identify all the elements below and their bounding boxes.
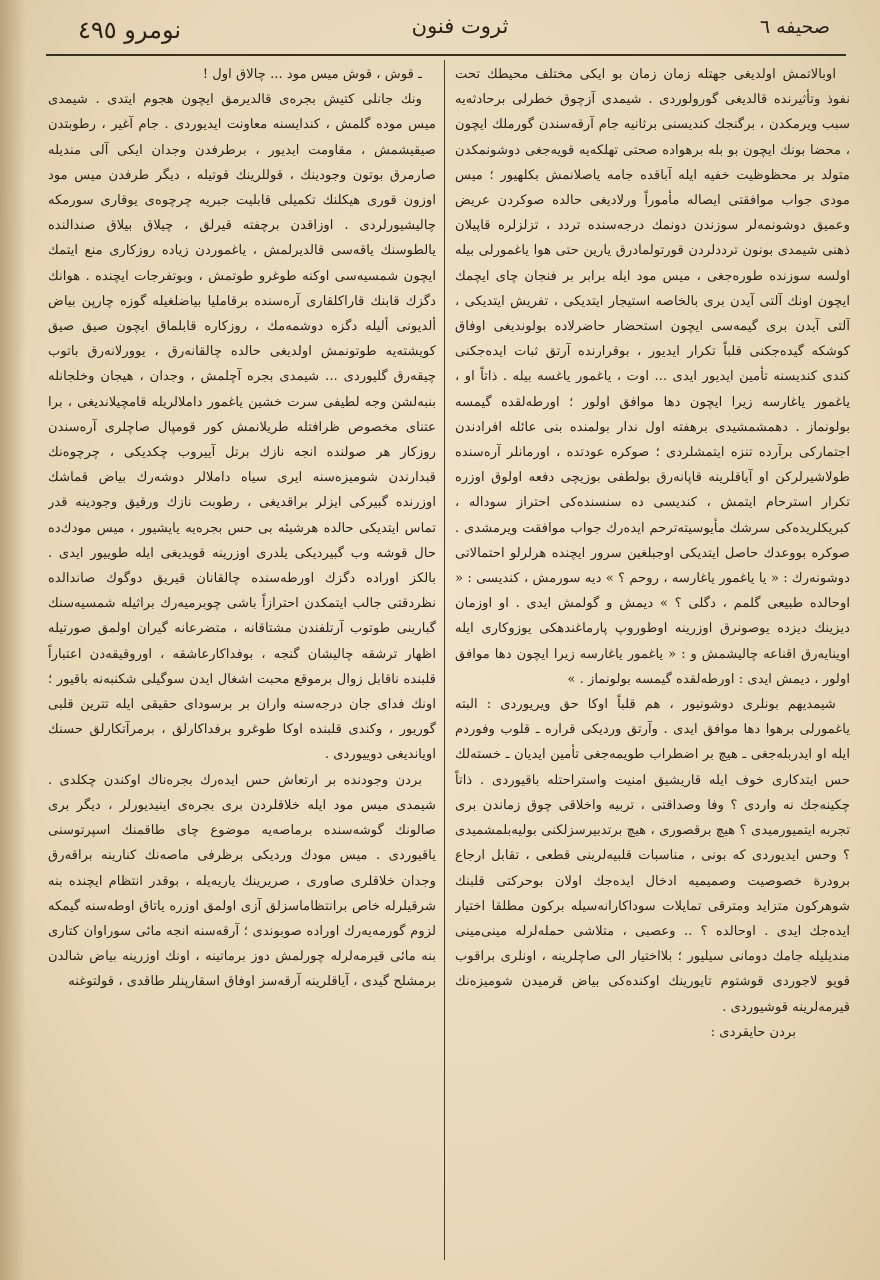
paragraph: اوبالاتمش اولدیغی جهتله زمان زمان بو ایکی مختلف محیطك تحت نفوذ وتأثیرنده قالدیغی گورولوردی . شیمدی آزچوق خطرلی برحادثه‌یه سبب ویرمکدن ، برگنجك کندیسنی برثانیه جام آرقه‌سندن گورملك ایچون ، محضا بونك ایچون بو بله برهواده صحتی تهلکه‌یه قویه‌جغی دوشونمکدن متولد بر محظوظیت خفیه ایله آباقده جامه یاصلانمش بکلهیور ؛ میس مودی جواب موافقتی ایصاله مأموراً ورلادیغی حالده صوکردن عریض وعمیق دوشونمه‌لر سوزندن دونمك درجه‌سنده تردد ، تزلزلره قاپیلان ذهنی شیمدی بونون ترددلردن قورتولمادرق یارین حتی هوا یاغمورلی بیله اولسه سوزنده طوره‌جغی ، میس مود ایله برابر بر فنجان چای ایچمك ایچون اونك آلتی آیدن بری بالخاصه استیجار ایتدیکی ، تفریش ایتدیکی ، آلتی آیدن بری گیمه‌سی ایچون استحضار حاضرلاده بولوندیغی اوفاق کوشکه گیده‌جکنی قلباً تکرار ایدیور ، بوقرارنده آرتق ثبات ایده‌جکنی کندی کندیسنه تأمین ایدیور ایدی ... اوت ، یاغمور یاغسه بیله . ذاتاً او ، یاغمور یاغارسه زیرا ایچون دها موافق اولور ؛ اورطه‌لقده گیمسه بولونماز . دهمشمشیدی برهفته اول ندار بولمنده بنی عائله افرادندن اجتمارکی برآرده تنزه ایتمشلردی ؛ صوکره عودتده ، اورمانلر آره‌سنده طولاشیرلرکن او آیاقلرینه قاپانه‌رق بولطفی بوزیچی دفعه اولوق اوزره تکرار استرحام ایتمش ، کندیسی ده سنسنده‌کی احتراز سوداله ، کبریکلریده‌کی سرشك مأیوسیته‌ترحم ایده‌رك جواب موافقت ویرمشدی . صوکره بووعدك حاصل ایتدیکی اوجبلغین سرور ایچنده هرلرلو احتمالاتی دوشونه‌رك : « یا یاغمور یاغارسه ، روحم ؟ » دیه سورمش ، کندیسی : « اوحالده طبیعی گلمم ، دگلی ؟ » دیمش و گولمش ایدی . او اوزمان دیزینك دیزده یوصو‌نرق اوزرینه اوطوروپ پارماغندهکی یوزوکاری ایله اوینایه‌رق اقناعه چالیشمش و : « یاغمور یاغارسه زیرا ایچون دها موافق اولور ، دیمش ایدی : اورطه‌لقده گیمسه بولونماز . » [455, 67, 850, 687]
paragraph: شیمدیهم بونلری دوشونیور ، هم قلباً اوکا حق ویریوردی : البته یاغمورلی برهوا دها موافق ایدی . وآرتق وردیکی قراره ـ قلوب وفوردم ایله او ایدربله‌جغی ـ هیچ بر اضطراب طویمه‌جغی تأمین ایدیان ـ خسته‌لك حس ایتدکاری خوف ایله قاریشیق امنیت واستراحتله باقیوردی . ذاتاً چکینه‌جك نه واردی ؟ وفا وصداقتی ، تربیه واخلاقی چوق زماندن بری تجربه ایتمیورمیدی ؟ هیچ برقصوری ، هیچ برتدبیرسزلکنی بولیه‌بلمشمیدی ؟ وحس ایدیوردی که بونی ، مناسبات قلبیه‌لرینی قطعی ، تقابل ارجاع برودرة خصوصیت وصمیمیه ادخال ایده‌جك اولان بوحرکتی قلبنك شوهرکون متزاید ومترقی تمایلات سوداکارانه‌سیله برکون مطلقا اختیار ایده‌جك ایدی . اوحالده ؟ .. وعصبی ، متلاشی حمله‌لرله مینی‌مینی مندیلیله جامك دومانی سیلیور ؛ بلااختیار الی صاچلرینه ، اونلری براقوب قویو لاجوردی قوشتوم تایورینك اوکنده‌کی بیاض قرمیدن شومیزه‌نك قیرمه‌لرینه قوشیوردی . [455, 697, 850, 1015]
closing-line: بردن حایقردی : [710, 1024, 796, 1040]
page-number: صحیفه ٦ [759, 16, 830, 38]
column-divider [444, 60, 445, 1260]
right-text-column [455, 62, 850, 1252]
left-text-column [48, 62, 436, 1252]
paragraph: ونك جانلی کتیش بجره‌ی قالدیرمق ایچون هجوم ایتدی . شیمدی میس موده گلمش ، کندایسنه معاونت ایدیوردی . جام آغیر ، رطوبتدن صیقیشمش ، مقاومت ایدیور ، برطرفدن وجدان ایکی آلی مندیله صارمرق بوتون وجودینك ، قوللرینك قوتیله ، دیگر طرفدن میس مود اوزون قوری هیکلنك تکمیلی قابلیت جبریه چرچوه‌ی یوقاری سورمکه چالیشیورلردی . اوزاقدن برچفته قیرلق ، چیلاق بیلاق صندالنده یالطوسنك یاقه‌سی قالدیرلمش ، یاغموردن زیاده روزکاری منع ایتمك ایچون شمسیه‌سی اوکنه طوغرو طوتمش ، وبوتفرجات ایچنده . هوانك دگزك قابنك قاراکلقاری آره‌سنده برقاملیا بیاضلغیله گوزه چارپن بیاض ألدیونی ألیله دگزه دوشمه‌مك ، روزکاره قابلماق ایچون صیق صیق کویشته‌یه طوتونمش اولدیغی حالده چالقانه‌رق ، یوورلانه‌رق باتوب چیقه‌رق گلیوردی ... شیمدی بجره آچلمش ، وجدان ، هیجان وخلجانله بنبه‌لشن وجه لطیفی سرت خشین یاغمور داملالریله قامچیلاندیغی ، برا عتنای مخصوص ظرافتله طریلانمش کور قومپال صاچلری آره‌سندن روزکار هر صولنده انجه نازك برتل آییروب چکدیکی ، چرچوه‌نك قبدارندن شومیزه‌سنه ایری سیاه داملالر دوشه‌رك بیاض قماشك اوزرنده گبیرکی ایزلر براقدیغی ، رطوبت نازك ورقیق وجودینه قدر تماس ایتدیکی حالده هرشیئه بی حس بجره‌یه یایشیور ، میس مودك‌ده حال قوشه وب گبیردیکی یلدری اوزرینه قویدیغی ایله طوییور ایدی . بالکز اوراده دگزك اورطه‌سنده چالقانان قیریق دوگوك صاندالده نظردقتی جالب ایتمکدن احترازاً باشی چوبرمیه‌رك براثیله شمسیه‌سنك گبارینی طوتوب آرتلفندن مشتاقانه ، متضرعانه گیران اولمق صورتیله اظهار ترشقه چالیشان گنجه ، بوفداکارعاشقه ، اوروقیقه‌دن اعتباراً قلبنده ناقابل زوال برموقع محبت اشغال ایدن سوگیلی شکنبه‌نه باقیور ؛ اونك فدای جان درجه‌سنه واران بر برسودای حقیقی ایله تترین قلبی گوریور ، وکندی قلبنده اوکا طوغرو برفداکارلق ، برمرآتکارلق حسنك اویاندیغی دوییوردی . [48, 92, 436, 763]
journal-title: ثروت فنون [411, 14, 509, 38]
paragraph: ـ قوش ، قوش میس مود ... چالاق اول ! [202, 67, 422, 82]
issue-number: نومرو ٤٩٥ [78, 16, 182, 44]
header-rule [46, 54, 846, 56]
page-header [40, 12, 840, 52]
paragraph: بردن وجودنده بر ارتعاش حس ایده‌رك بجره‌ناك اوکندن چکلدی . شیمدی میس مود ایله خلاقلردن بری بجره‌ی اینیدیورلر ، دیگر بری صالونك گوشه‌سنده برماصه‌یه موضوع چای طاقمنك اسپرتوسنی یاقیوردی . میس مودك وردیکی برظرفی ماصه‌نك کنارینه براقه‌رق وجدان خلاقلری صاوری ، صریرینك یاریه‌یله ، بوقدر انتظام ایچنده بنه شرقیلرله خاص برانتظاماسزلق آزی اولمق اوزره یاتاق اوطه‌سنه گیمکه لزوم گورمه‌یه‌رك اوراده صوبوندی ؛ آرقه‌سنه انجه مائی سوراوان کتاری بنه مائی قیرمه‌لرله چورلمش دوز برماتینه ، اونك اوزرینه بیاض شالدن برمشلح گیدی ، آیاقلرینه آرقه‌سز اوفاق اسقارپنلر طاقدی ، قولتوغنه [48, 772, 436, 990]
